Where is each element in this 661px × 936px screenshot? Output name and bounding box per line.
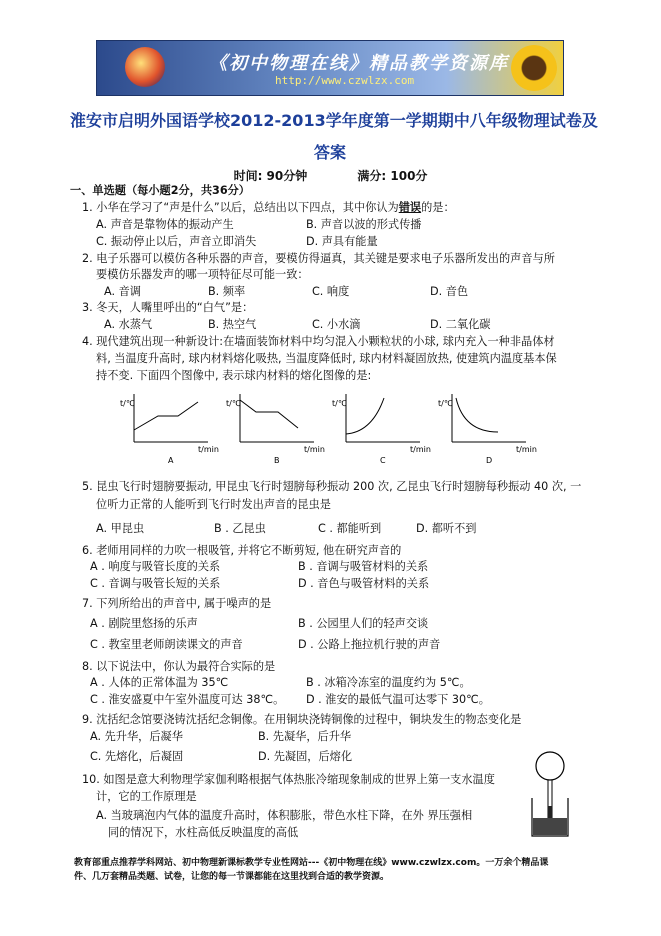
q1-stem-a: 1. 小华在学习了“声是什么”以后，总结出以下四点，其中你认为 — [82, 201, 399, 214]
q3-option-c: C. 小水滴 — [312, 318, 361, 331]
page-title: 淮安市启明外国语学校2012-2013学年度第一学期期中八年级物理试卷及 — [70, 111, 598, 130]
q2-option-a: A. 音调 — [104, 285, 141, 298]
q5-option-d: D. 都听不到 — [416, 522, 477, 535]
q4-graph-label-d: D — [486, 456, 493, 465]
q4-curve-b — [240, 400, 298, 428]
q4-xlabel-b: t/min — [304, 445, 325, 454]
q6-option-d: D . 音色与吸管材料的关系 — [298, 577, 430, 590]
q3-option-a: A. 水蒸气 — [104, 318, 153, 331]
q4-curve-c — [346, 398, 384, 434]
q2-option-b: B. 频率 — [208, 285, 246, 298]
q5-option-a: A. 甲昆虫 — [96, 522, 145, 535]
q4-graph-c — [332, 392, 432, 468]
footer-line-2: 件、几万套精品类题、试卷，让您的每一节课都能在这里找到合适的教学资源。 — [74, 872, 390, 882]
q4-graph-b — [226, 392, 326, 468]
q4-xlabel-a: t/min — [198, 445, 219, 454]
section-heading: 一、单选题（每小题2分，共36分） — [70, 184, 250, 197]
banner-title: 《初中物理在线》精品教学资源库 — [209, 53, 509, 74]
q1-option-d: D. 声具有能量 — [306, 235, 378, 248]
q4-stem-2: 料, 当温度升高时, 球内材料熔化吸热, 当温度降低时, 球内材料凝固放热, 使建筑内温度基本保 — [96, 352, 557, 365]
q5-stem-1: 5. 昆虫飞行时翅膀要振动, 甲昆虫飞行时翅膀每秒振动 200 次, 乙昆虫飞行时翅膀每秒振动 40 次, 一 — [82, 480, 582, 493]
q5-option-c: C . 都能听到 — [318, 522, 382, 535]
q3-stem: 3. 冬天，人嘴里呼出的“白气”是： — [82, 301, 254, 314]
q1-option-a: A. 声音是靠物体的振动产生 — [96, 218, 234, 231]
q5-option-b: B . 乙昆虫 — [214, 522, 266, 535]
q4-xlabel-d: t/min — [516, 445, 537, 454]
q4-xlabel-c: t/min — [410, 445, 431, 454]
q4-ylabel-b: t/℃ — [226, 399, 241, 408]
q7-option-d: D . 公路上拖拉机行驶的声音 — [298, 638, 441, 651]
q9-option-b: B. 先凝华，后升华 — [258, 730, 352, 743]
q9-option-a: A. 先升华，后凝华 — [90, 730, 183, 743]
q3-option-d: D. 二氧化碳 — [430, 318, 491, 331]
q2-option-d: D. 音色 — [430, 285, 469, 298]
q8-option-c: C . 淮安盛夏中午室外温度可达 38℃。 — [90, 693, 285, 706]
q5-stem-2: 位听力正常的人能听到飞行时发出声音的昆虫是 — [96, 498, 331, 511]
galileo-thermometer-figure — [520, 748, 580, 840]
q1-stem — [82, 201, 455, 215]
q6-option-c: C . 音调与吸管长短的关系 — [90, 577, 221, 590]
footer-line-1: 教育部重点推荐学科网站、初中物理新课标教学专业性网站---《初中物理在线》www.czwlzx.com。一万余个精品课 — [74, 858, 549, 868]
q4-stem-1: 4. 现代建筑出现一种新设计:在墙面装饰材料中均匀混入小颗粒状的小球, 球内充入一种非晶体材 — [82, 335, 555, 348]
q9-option-c: C. 先熔化，后凝固 — [90, 750, 184, 763]
q8-option-b: B . 冰箱冷冻室的温度约为 5℃。 — [306, 676, 471, 689]
q4-ylabel-d: t/℃ — [438, 399, 453, 408]
q10-option-a-2: 同的情况下，水柱高低反映温度的高低 — [108, 826, 299, 839]
q2-stem-1: 2. 电子乐器可以模仿各种乐器的声音，要模仿得逼真，其关键是要求电子乐器所发出的声音与所 — [82, 252, 555, 265]
q9-option-d: D. 先凝固，后熔化 — [258, 750, 353, 763]
q7-stem: 7. 下列所给出的声音中, 属于噪声的是 — [82, 597, 272, 610]
q6-stem: 6. 老师用同样的力吹一根吸管, 并将它不断剪短, 他在研究声音的 — [82, 544, 402, 557]
q4-ylabel-c: t/℃ — [332, 399, 347, 408]
q8-option-d: D . 淮安的最低气温可达零下 30℃。 — [306, 693, 490, 706]
page-title-cont: 答案 — [313, 143, 346, 162]
q2-option-c: C. 响度 — [312, 285, 350, 298]
q8-stem: 8. 以下说法中，你认为最符合实际的是 — [82, 660, 276, 673]
q4-curve-a — [134, 402, 198, 430]
q7-option-c: C . 教室里老师朗读课文的声音 — [90, 638, 243, 651]
header-banner — [96, 40, 564, 96]
exam-score: 满分: 100分 — [357, 169, 428, 183]
q9-stem: 9. 沈括纪念馆要浇铸沈括纪念铜像。在用铜块浇铸铜像的过程中，铜块发生的物态变化是 — [82, 713, 522, 726]
page-footer — [74, 856, 594, 884]
exam-meta — [0, 167, 661, 184]
banner-url[interactable]: http://www.czwlzx.com — [275, 74, 415, 87]
q4-graph-label-c: C — [380, 456, 386, 465]
q2-stem-2: 要模仿乐器发声的哪一项特征尽可能一致： — [96, 268, 309, 281]
q4-graph-label-a: A — [168, 456, 174, 465]
q4-graph-label-b: B — [274, 456, 280, 465]
q1-stem-highlight: 错误 — [398, 201, 422, 214]
q7-option-b: B . 公园里人们的轻声交谈 — [298, 617, 429, 630]
q3-option-b: B. 热空气 — [208, 318, 257, 331]
exam-time: 时间: 90分钟 — [233, 169, 308, 183]
q4-graph-d — [438, 392, 538, 468]
sunflower-image — [511, 45, 557, 91]
q4-stem-3: 持不变. 下面四个图像中, 表示球内材料的熔化图像的是: — [96, 369, 372, 382]
site-logo — [125, 47, 165, 87]
q4-graph-a — [120, 392, 220, 468]
q1-option-b: B. 声音以波的形式传播 — [306, 218, 422, 231]
q1-option-c: C. 振动停止以后，声音立即消失 — [96, 235, 257, 248]
q4-curve-d — [456, 398, 498, 432]
q10-stem-2: 计，它的工作原理是 — [96, 790, 197, 803]
q10-stem-1: 10. 如图是意大利物理学家伽利略根据气体热胀冷缩现象制成的世界上第一支水温度 — [82, 773, 495, 786]
q7-option-a: A . 剧院里悠扬的乐声 — [90, 617, 198, 630]
q10-option-a-1: A. 当玻璃泡内气体的温度升高时，体积膨胀，带色水柱下降，在外 界压强相 — [96, 809, 473, 822]
q6-option-b: B . 音调与吸管材料的关系 — [298, 560, 429, 573]
q6-option-a: A . 响度与吸管长度的关系 — [90, 560, 221, 573]
q4-ylabel-a: t/℃ — [120, 399, 135, 408]
q8-option-a: A . 人体的正常体温为 35℃ — [90, 676, 229, 689]
q1-stem-b: 的是： — [421, 201, 455, 214]
